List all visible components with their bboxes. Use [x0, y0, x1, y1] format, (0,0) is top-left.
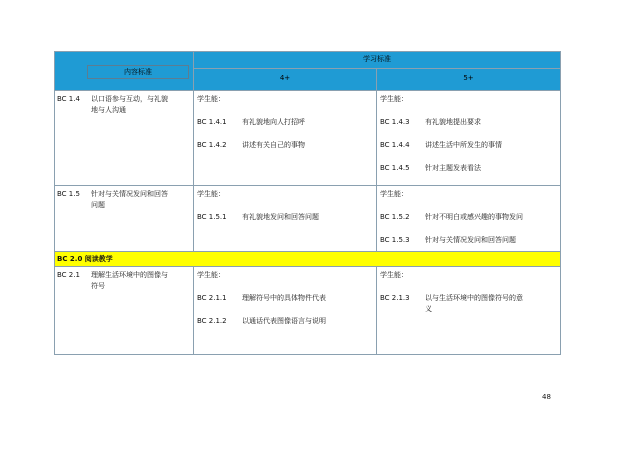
item-code: BC 1.5.2 [380, 213, 410, 221]
header-content-standard: 内容标准 [87, 65, 189, 79]
table-row [55, 91, 561, 186]
header-level-5: 5+ [377, 69, 561, 91]
level-5-cell [377, 91, 561, 186]
item-code: BC 1.5.1 [197, 213, 227, 221]
item-text: 以通话代表图像语言与说明 [242, 317, 326, 325]
item-code: BC 2.1.1 [197, 294, 227, 302]
item-code: BC 1.4.1 [197, 118, 227, 126]
standard-description: 以口语参与互动，与礼貌 地与人沟通 [91, 95, 168, 114]
level-4-cell [194, 186, 377, 252]
content-standard-cell [55, 267, 194, 355]
item-code: BC 1.4.3 [380, 118, 410, 126]
list-item [197, 293, 373, 304]
list-item [380, 117, 557, 128]
header-level-4: 4+ [194, 69, 377, 91]
level-5-cell [377, 186, 561, 252]
item-code: BC 1.4.2 [197, 141, 227, 149]
intro-text: 学生能： [380, 271, 408, 279]
level-4-cell [194, 91, 377, 186]
item-text: 讲述生活中所发生的事情 [425, 141, 502, 149]
content-standard-cell [55, 91, 194, 186]
item-code: BC 2.1.3 [380, 294, 410, 302]
list-item [197, 117, 373, 128]
item-text: 以与生活环境中的图像符号的意 义 [425, 294, 523, 313]
page-number: 48 [542, 393, 551, 401]
header-learning-standard: 学习标准 [194, 52, 561, 69]
section-band: BC 2.0 阅读教学 [55, 252, 561, 267]
standard-description: 理解生活环境中的图像与 符号 [91, 271, 168, 290]
standard-code: BC 1.5 [57, 190, 80, 198]
item-text: 针对不明白或感兴趣的事物发问 [425, 213, 523, 221]
item-text: 有礼貌地发问和回答问题 [242, 213, 319, 221]
list-item [380, 140, 557, 151]
item-text: 理解符号中的具体物件代表 [242, 294, 326, 302]
item-text: 针对与关情况发问和回答问题 [425, 236, 516, 244]
item-text: 有礼貌地向人打招呼 [242, 118, 305, 126]
item-text: 有礼貌地提出要求 [425, 118, 481, 126]
list-item [380, 235, 557, 246]
list-item [197, 140, 373, 151]
intro-text: 学生能： [380, 95, 408, 103]
item-text: 讲述有关自己的事物 [242, 141, 305, 149]
section-band-row [55, 252, 561, 267]
list-item [380, 212, 557, 223]
item-code: BC 1.4.5 [380, 164, 410, 172]
table-row [55, 186, 561, 252]
list-item [197, 316, 373, 327]
intro-text: 学生能： [197, 95, 225, 103]
standard-code: BC 2.1 [57, 271, 80, 279]
table-row [55, 267, 561, 355]
standards-table [54, 51, 560, 355]
standard-code: BC 1.4 [57, 95, 80, 103]
list-item [380, 163, 557, 174]
item-code: BC 1.5.3 [380, 236, 410, 244]
content-standard-cell [55, 186, 194, 252]
standard-description: 针对与关情况发问和回答 问题 [91, 190, 168, 209]
intro-text: 学生能： [197, 190, 225, 198]
list-item [380, 293, 557, 315]
list-item [197, 212, 373, 223]
item-text: 针对主题发表看法 [425, 164, 481, 172]
item-code: BC 2.1.2 [197, 317, 227, 325]
header-content-standard-cell [55, 52, 194, 91]
intro-text: 学生能： [197, 271, 225, 279]
level-5-cell [377, 267, 561, 355]
intro-text: 学生能： [380, 190, 408, 198]
item-code: BC 1.4.4 [380, 141, 410, 149]
level-4-cell [194, 267, 377, 355]
